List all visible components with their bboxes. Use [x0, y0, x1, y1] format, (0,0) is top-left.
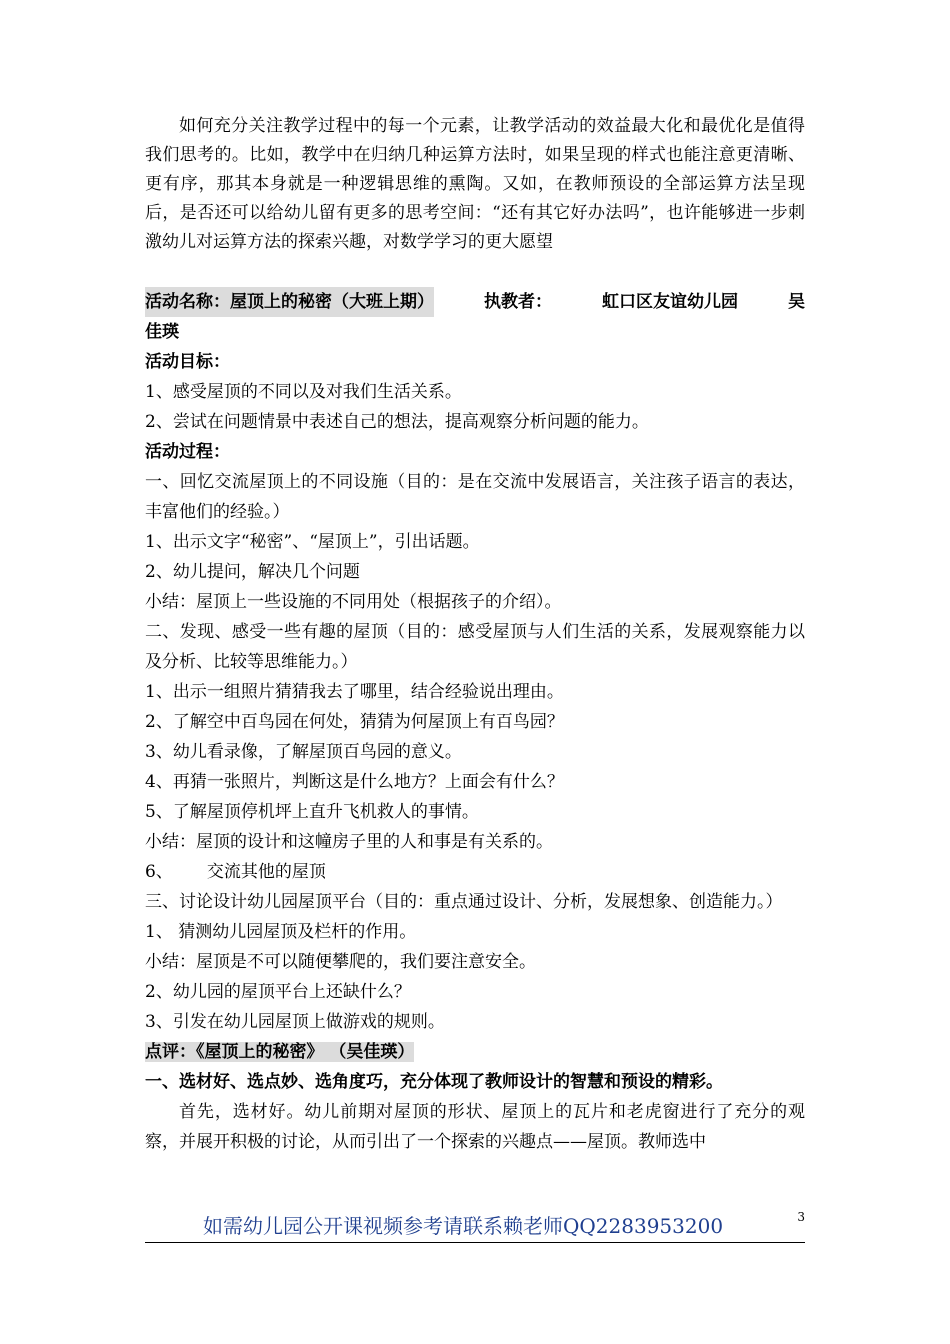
teacher-name-part2: 佳瑛 — [145, 322, 179, 342]
teacher-org: 虹口区友谊幼儿园 — [602, 292, 738, 312]
item-6-number: 6、 — [145, 862, 173, 882]
goal-item: 1、感受屋顶的不同以及对我们生活关系。 — [145, 382, 462, 402]
process-heading: 活动过程： — [145, 442, 230, 462]
intro-paragraph: 如何充分关注教学过程中的每一个元素，让教学活动的效益最大化和最优化是值得我们思考的。比如，教学中在归纳几种运算方法时，如果呈现的样式也能注意更清晰、更有序，那其本身就是一种逻辑思维的熏陶。又如，在教师预设的全部运算方法呈现后，是否还可以给幼儿留有更多的思考空间：“还有其它好办法吗”，也许能够进一步刺激幼儿对运算方法的探索兴趣，对数学学习的更大愿望 — [145, 116, 805, 252]
review-body: 首先，选材好。幼儿前期对屋顶的形状、屋顶上的瓦片和老虎窗进行了充分的观察，并展开积极的讨论，从而引出了一个探索的兴趣点——屋顶。教师选中 — [145, 1102, 805, 1152]
process-item: 5、了解屋顶停机坪上直升飞机救人的事情。 — [145, 802, 479, 822]
intro-section — [145, 112, 805, 257]
process-item: 1、 猜测幼儿园屋顶及栏杆的作用。 — [145, 922, 417, 942]
process-item: 3、引发在幼儿园屋顶上做游戏的规则。 — [145, 1012, 445, 1032]
section-1-heading: 一、回忆交流屋顶上的不同设施（目的：是在交流中发展语言，关注孩子语言的表达，丰富他们的经验。） — [145, 472, 805, 522]
process-item-6 — [145, 857, 805, 887]
activity-name: 活动名称：屋顶上的秘密（大班上期） — [145, 287, 434, 317]
item-6-text: 交流其他的屋顶 — [206, 862, 326, 882]
summary-line: 小结：屋顶是不可以随便攀爬的，我们要注意安全。 — [145, 952, 536, 972]
summary-line: 小结：屋顶的设计和这幢房子里的人和事是有关系的。 — [145, 832, 553, 852]
process-item: 2、了解空中百鸟园在何处，猜猜为何屋顶上有百鸟园？ — [145, 712, 564, 732]
document-page — [145, 112, 805, 1157]
footer-contact-text: 如需幼儿园公开课视频参考请联系赖老师QQ2283953200 — [203, 1214, 724, 1238]
review-heading-line — [145, 1037, 805, 1067]
page-number: 3 — [797, 1210, 805, 1224]
page-footer — [145, 1208, 805, 1243]
activity-title-line — [145, 287, 805, 317]
process-item: 3、幼儿看录像，了解屋顶百鸟园的意义。 — [145, 742, 462, 762]
process-item: 2、幼儿提问，解决几个问题 — [145, 562, 360, 582]
process-item: 4、再猜一张照片，判断这是什么地方？上面会有什么？ — [145, 772, 564, 792]
teacher-name-part1: 吴 — [788, 292, 805, 312]
teacher-label: 执教者： — [484, 292, 552, 312]
goal-item: 2、尝试在问题情景中表述自己的想法，提高观察分析问题的能力。 — [145, 412, 649, 432]
section-3-heading: 三、讨论设计幼儿园屋顶平台（目的：重点通过设计、分析，发展想象、创造能力。） — [145, 892, 783, 912]
section-2-heading: 二、发现、感受一些有趣的屋顶（目的：感受屋顶与人们生活的关系，发展观察能力以及分析、比较等思维能力。） — [145, 622, 805, 672]
process-item: 1、出示文字“秘密”、“屋顶上”，引出话题。 — [145, 532, 480, 552]
process-item: 1、出示一组照片猜猜我去了哪里，结合经验说出理由。 — [145, 682, 564, 702]
summary-line: 小结：屋顶上一些设施的不同用处（根据孩子的介绍）。 — [145, 592, 562, 612]
goals-heading: 活动目标： — [145, 352, 230, 372]
process-item: 2、幼儿园的屋顶平台上还缺什么？ — [145, 982, 411, 1002]
activity-section — [145, 287, 805, 1157]
review-point-1: 一、选材好、选点妙、选角度巧，充分体现了教师设计的智慧和预设的精彩。 — [145, 1072, 723, 1092]
review-heading: 点评：《屋顶上的秘密》 （吴佳瑛） — [145, 1042, 415, 1062]
